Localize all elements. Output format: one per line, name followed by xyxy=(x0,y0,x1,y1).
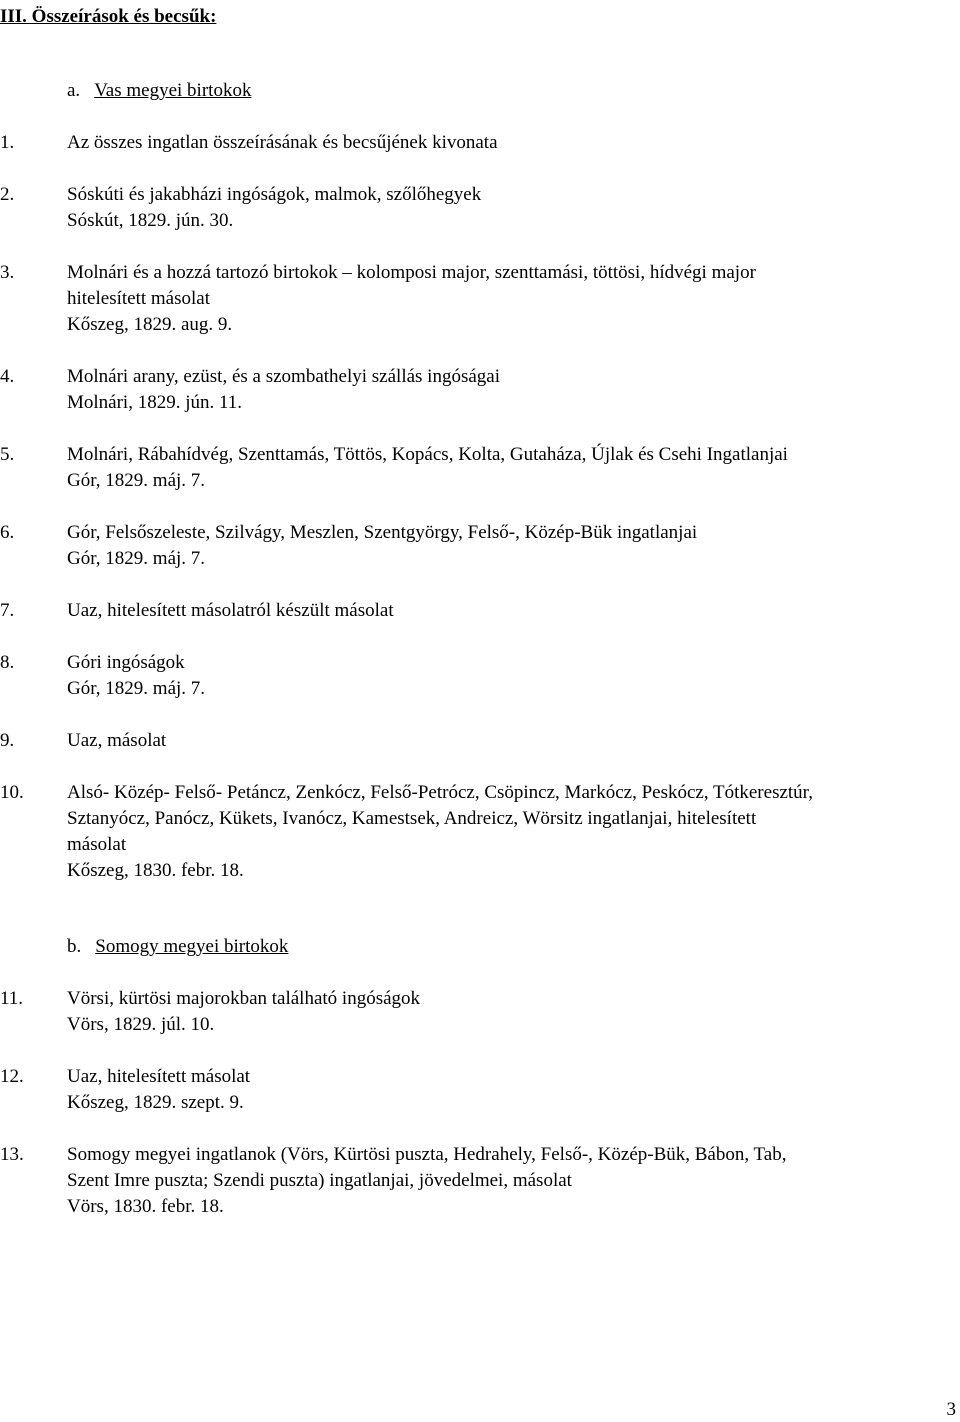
item-body xyxy=(67,598,957,624)
item-body xyxy=(67,650,957,702)
item-line: Gór, 1829. máj. 7. xyxy=(67,548,206,569)
item-line: Vörs, 1830. febr. 18. xyxy=(67,1196,224,1217)
item-number: 8. xyxy=(0,652,15,673)
item-number: 10. xyxy=(0,782,24,803)
item-line: Sztanyócz, Panócz, Kükets, Ivanócz, Kamestsek, Andreicz, Wörsitz ingatlanjai, hitelesített xyxy=(67,808,757,829)
item-line: Sóskút, 1829. jún. 30. xyxy=(67,210,234,231)
item-line: hitelesített másolat xyxy=(67,288,210,309)
item-number: 7. xyxy=(0,600,15,621)
item-line: Molnári, 1829. jún. 11. xyxy=(67,392,243,413)
item-number: 13. xyxy=(0,1144,24,1165)
item-line: Gór, Felsőszeleste, Szilvágy, Meszlen, Szentgyörgy, Felső-, Közép-Bük ingatlanjai xyxy=(67,522,698,543)
section-heading-somogy xyxy=(67,934,288,960)
item-line: Kőszeg, 1829. aug. 9. xyxy=(67,314,233,335)
item-line: Molnári arany, ezüst, és a szombathelyi szállás ingóságai xyxy=(67,366,500,387)
item-line: Vörs, 1829. júl. 10. xyxy=(67,1014,215,1035)
item-body xyxy=(67,130,957,156)
item-line: Vörsi, kürtösi majorokban található ingóságok xyxy=(67,988,421,1009)
item-line: Kőszeg, 1829. szept. 9. xyxy=(67,1092,244,1113)
item-number: 11. xyxy=(0,988,24,1009)
item-body xyxy=(67,182,957,234)
item-body xyxy=(67,780,957,884)
item-line: Uaz, másolat xyxy=(67,730,167,751)
item-number: 12. xyxy=(0,1066,24,1087)
section-letter: a. xyxy=(67,80,81,101)
item-line: Gór, 1829. máj. 7. xyxy=(67,678,206,699)
chapter-heading: III. Összeírások és becsűk: xyxy=(0,6,217,27)
item-line: Sóskúti és jakabházi ingóságok, malmok, szőlőhegyek xyxy=(67,184,482,205)
section-letter: b. xyxy=(67,936,82,957)
section-heading-vas xyxy=(67,78,251,104)
item-body xyxy=(67,364,957,416)
page-number: 3 xyxy=(946,1399,956,1420)
item-line: Somogy megyei ingatlanok (Vörs, Kürtösi puszta, Hedrahely, Felső-, Közép-Bük, Bábon, Tab, xyxy=(67,1144,787,1165)
item-body xyxy=(67,260,957,338)
item-line: Gór, 1829. máj. 7. xyxy=(67,470,206,491)
item-line: Alsó- Közép- Felső- Petáncz, Zenkócz, Felső-Petrócz, Csöpincz, Markócz, Peskócz, Tótkeresztúr, xyxy=(67,782,813,803)
item-body xyxy=(67,728,957,754)
item-line: Szent Imre puszta; Szendi puszta) ingatlanjai, jövedelmei, másolat xyxy=(67,1170,572,1191)
item-line: Molnári és a hozzá tartozó birtokok – kolomposi major, szenttamási, töttösi, hídvégi major xyxy=(67,262,756,283)
item-number: 1. xyxy=(0,132,15,153)
item-line: Molnári, Rábahídvég, Szenttamás, Töttös, Kopács, Kolta, Gutaháza, Újlak és Csehi Ingatlanjai xyxy=(67,444,788,465)
item-line: Az összes ingatlan összeírásának és becsűjének kivonata xyxy=(67,132,498,153)
section-title: Somogy megyei birtokok xyxy=(95,936,289,957)
item-line: Góri ingóságok xyxy=(67,652,185,673)
item-number: 3. xyxy=(0,262,15,283)
item-line: Kőszeg, 1830. febr. 18. xyxy=(67,860,244,881)
item-body xyxy=(67,1064,957,1116)
item-number: 2. xyxy=(0,184,15,205)
item-line: Uaz, hitelesített másolatról készült másolat xyxy=(67,600,394,621)
item-number: 4. xyxy=(0,366,15,387)
item-number: 6. xyxy=(0,522,15,543)
section-title: Vas megyei birtokok xyxy=(94,80,252,101)
item-body xyxy=(67,442,957,494)
item-line: másolat xyxy=(67,834,127,855)
item-body xyxy=(67,520,957,572)
item-line: Uaz, hitelesített másolat xyxy=(67,1066,251,1087)
item-body xyxy=(67,986,957,1038)
item-body xyxy=(67,1142,957,1220)
item-number: 5. xyxy=(0,444,15,465)
item-number: 9. xyxy=(0,730,15,751)
